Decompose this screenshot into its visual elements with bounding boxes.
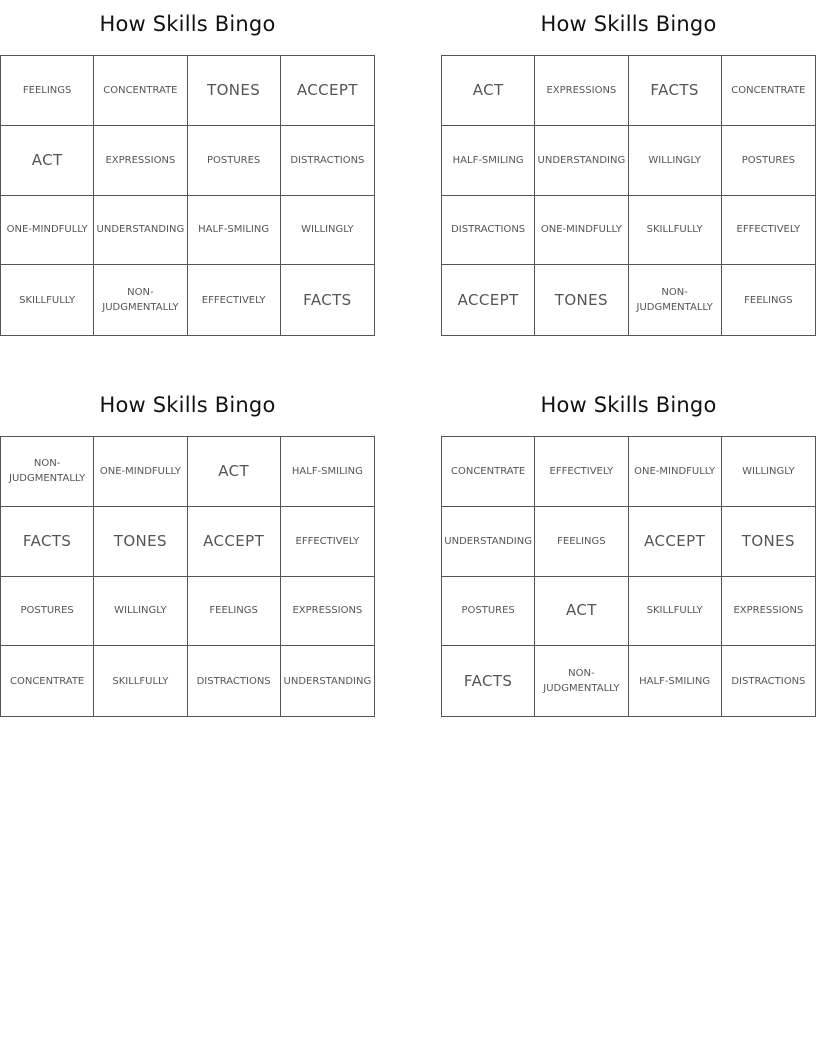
bingo-cell: SKILLFULLY bbox=[629, 577, 722, 647]
bingo-cell: EXPRESSIONS bbox=[535, 56, 628, 126]
bingo-cell: UNDERSTANDING bbox=[535, 126, 628, 196]
bingo-cell: ACT bbox=[188, 437, 281, 507]
bingo-cell: EFFECTIVELY bbox=[535, 437, 628, 507]
bingo-cell: TONES bbox=[188, 56, 281, 126]
bingo-cell: EFFECTIVELY bbox=[188, 265, 281, 335]
card-title: How Skills Bingo bbox=[540, 12, 717, 36]
bingo-cell: POSTURES bbox=[722, 126, 815, 196]
bingo-cell: TONES bbox=[722, 507, 815, 577]
bingo-cell: UNDERSTANDING bbox=[94, 196, 187, 266]
bingo-cell: ACCEPT bbox=[281, 56, 374, 126]
bingo-cell: CONCENTRATE bbox=[1, 646, 94, 716]
bingo-cell: FEELINGS bbox=[1, 56, 94, 126]
bingo-cell: ACCEPT bbox=[629, 507, 722, 577]
bingo-cell: ACT bbox=[535, 577, 628, 647]
card-title: How Skills Bingo bbox=[99, 12, 276, 36]
bingo-cell: FACTS bbox=[442, 646, 535, 716]
bingo-cell: CONCENTRATE bbox=[722, 56, 815, 126]
bingo-cell: SKILLFULLY bbox=[629, 196, 722, 266]
bingo-cell: NON-JUDGMENTALLY bbox=[94, 265, 187, 335]
bingo-cell: FACTS bbox=[1, 507, 94, 577]
bingo-cell: DISTRACTIONS bbox=[442, 196, 535, 266]
bingo-cell: HALF-SMILING bbox=[629, 646, 722, 716]
bingo-cell: FACTS bbox=[629, 56, 722, 126]
bingo-cell: NON-JUDGMENTALLY bbox=[535, 646, 628, 716]
bingo-cell: EXPRESSIONS bbox=[94, 126, 187, 196]
bingo-cell: NON-JUDGMENTALLY bbox=[1, 437, 94, 507]
bingo-cell: FACTS bbox=[303, 290, 352, 309]
bingo-grid bbox=[441, 436, 816, 717]
bingo-cell: ONE-MINDFULLY bbox=[629, 437, 722, 507]
bingo-cell: POSTURES bbox=[1, 577, 94, 647]
bingo-cell: ACCEPT bbox=[442, 265, 535, 335]
bingo-cell: CONCENTRATE bbox=[94, 56, 187, 126]
bingo-cell: HALF-SMILING bbox=[281, 437, 374, 507]
bingo-cell: CONCENTRATE bbox=[442, 437, 535, 507]
bingo-cell: HALF-SMILING bbox=[442, 126, 535, 196]
bingo-cell: DISTRACTIONS bbox=[731, 675, 806, 687]
bingo-cell: NON-JUDGMENTALLY bbox=[629, 265, 722, 335]
bingo-cell: WILLINGLY bbox=[94, 577, 187, 647]
bingo-cell: EFFECTIVELY bbox=[281, 507, 374, 577]
bingo-cell: TONES bbox=[535, 265, 628, 335]
bingo-cell: FEELINGS bbox=[188, 577, 281, 647]
bingo-cell: SKILLFULLY bbox=[1, 265, 94, 335]
bingo-cell: UNDERSTANDING bbox=[442, 507, 535, 577]
bingo-cell: HALF-SMILING bbox=[188, 196, 281, 266]
bingo-cell: TONES bbox=[94, 507, 187, 577]
bingo-cell: SKILLFULLY bbox=[94, 646, 187, 716]
bingo-cell: WILLINGLY bbox=[281, 196, 374, 266]
bingo-cell: WILLINGLY bbox=[629, 126, 722, 196]
bingo-cell: POSTURES bbox=[442, 577, 535, 647]
bingo-grid bbox=[441, 55, 816, 336]
bingo-cell: ONE-MINDFULLY bbox=[535, 196, 628, 266]
bingo-grid bbox=[0, 55, 375, 336]
bingo-cell: UNDERSTANDING bbox=[283, 675, 372, 687]
bingo-cell: ONE-MINDFULLY bbox=[1, 196, 94, 266]
bingo-cell: ACCEPT bbox=[188, 507, 281, 577]
bingo-cell: ACT bbox=[442, 56, 535, 126]
bingo-cell: EFFECTIVELY bbox=[722, 196, 815, 266]
bingo-cell: FEELINGS bbox=[744, 294, 793, 306]
card-title: How Skills Bingo bbox=[99, 393, 276, 417]
bingo-cell: EXPRESSIONS bbox=[722, 577, 815, 647]
bingo-cell: DISTRACTIONS bbox=[281, 126, 374, 196]
card-title: How Skills Bingo bbox=[540, 393, 717, 417]
bingo-grid bbox=[0, 436, 375, 717]
bingo-cell: POSTURES bbox=[188, 126, 281, 196]
bingo-cell: FEELINGS bbox=[535, 507, 628, 577]
bingo-cell: WILLINGLY bbox=[722, 437, 815, 507]
bingo-cell: ONE-MINDFULLY bbox=[94, 437, 187, 507]
bingo-cell: DISTRACTIONS bbox=[188, 646, 281, 716]
bingo-cell: ACT bbox=[1, 126, 94, 196]
bingo-cell: EXPRESSIONS bbox=[281, 577, 374, 647]
